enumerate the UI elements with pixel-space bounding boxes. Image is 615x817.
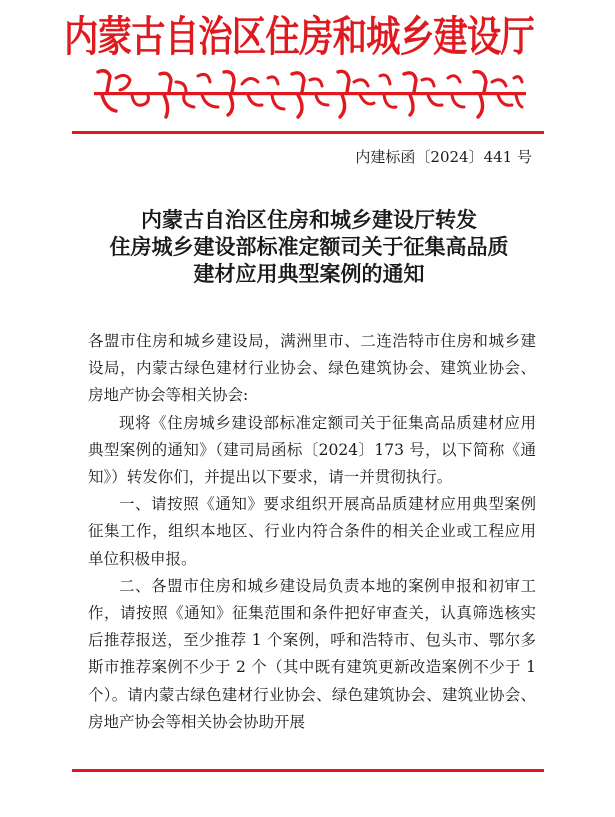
document-number: 内建标函〔2024〕441 号 bbox=[355, 148, 532, 166]
salutation: 各盟市住房和城乡建设局，满洲里市、二连浩特市住房和城乡建设局，内蒙古绿色建材行业协会、绿色建筑协会、建筑业协会、房地产协会等相关协会: bbox=[88, 332, 536, 405]
requirement-1: 一、请按照《通知》要求组织开展高品质建材应用典型案例征集工作，组织本地区、行业内符合条件的相关企业或工程应用单位积极申报。 bbox=[88, 495, 536, 568]
notice-title bbox=[60, 206, 558, 287]
notice-title-line-1: 内蒙古自治区住房和城乡建设厅转发 bbox=[141, 207, 477, 232]
letterhead-divider bbox=[72, 131, 544, 134]
notice-title-line-2: 住房城乡建设部标准定额司关于征集高品质 bbox=[109, 234, 509, 259]
notice-body bbox=[88, 328, 536, 736]
notice-title-line-3: 建材应用典型案例的通知 bbox=[193, 261, 425, 286]
intro-paragraph: 现将《住房城乡建设部标准定额司关于征集高品质建材应用典型案例的通知》（建司局函标〔2024〕173 号，以下简称《通知》）转发你们，并提出以下要求，请一并贯彻执行。 bbox=[88, 413, 536, 487]
requirement-2: 二、各盟市住房和城乡建设局负责本地的案例申报和初审工作，请按照《通知》征集范围和条件把好审查关，认真筛选核实后推荐报送，至少推荐 1 个案例，呼和浩特市、包头市、鄂尔多斯市推荐案例不少于 2 个（其中既有建筑更新改造案例不少于 1 个）。请内蒙古绿色建材行业协会、绿色建筑协会、建筑业协会、房地产协会等相关协会协助开展 bbox=[88, 576, 536, 731]
mongolian-script-letterhead bbox=[92, 64, 532, 122]
footer-divider bbox=[72, 769, 544, 772]
letterhead-title: 内蒙古自治区住房和城乡建设厅 bbox=[64, 12, 535, 61]
